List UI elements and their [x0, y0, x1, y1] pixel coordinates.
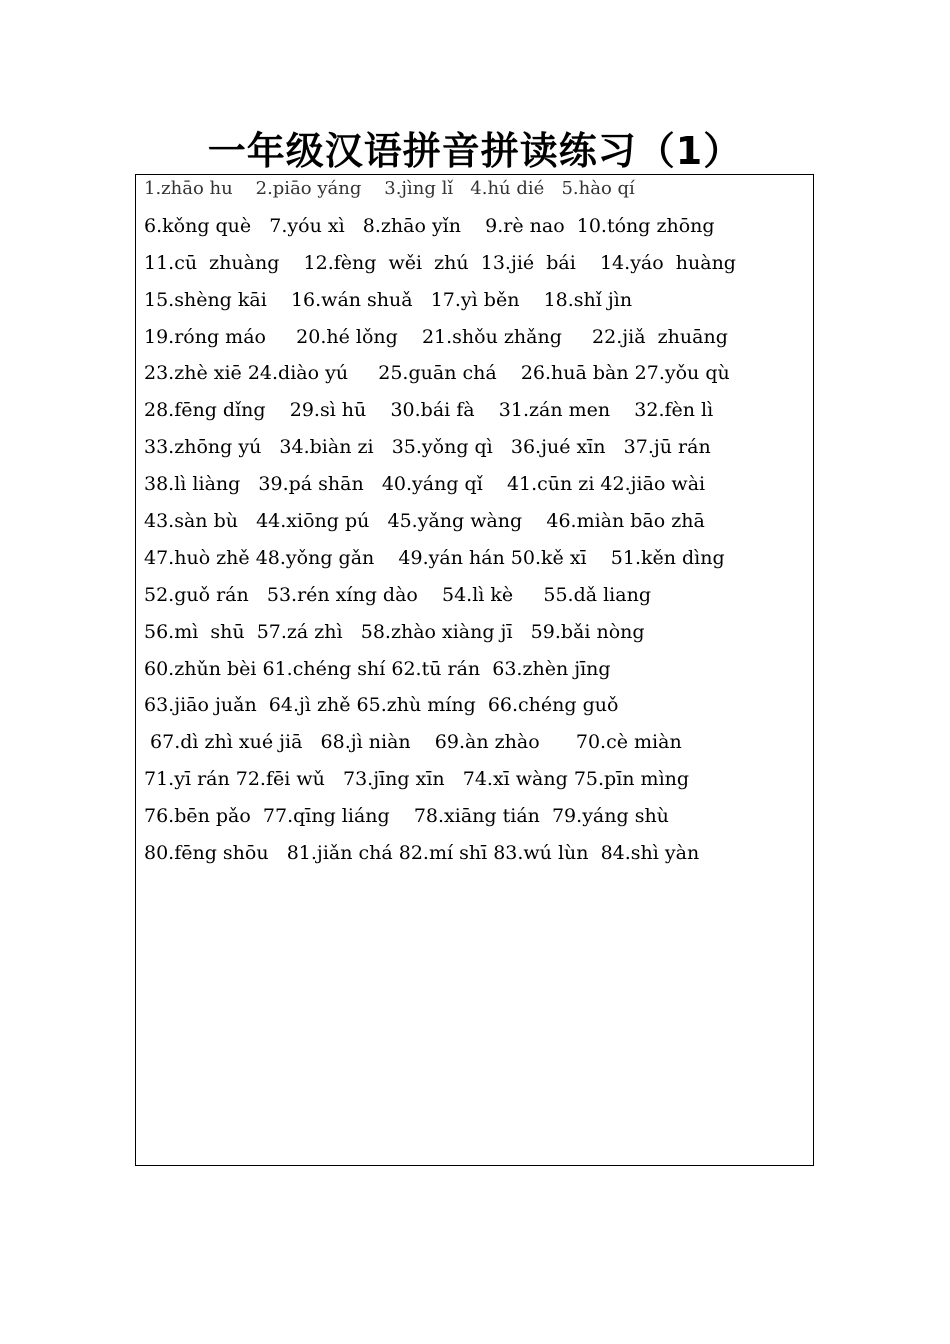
exercise-box — [135, 174, 814, 1166]
exercise-line: 52.guǒ rán 53.rén xíng dào 54.lì kè 55.dǎ liang — [144, 583, 651, 606]
exercise-line: 56.mì shū 57.zá zhì 58.zhào xiàng jī 59.bǎi nòng — [144, 620, 645, 643]
exercise-lines — [144, 175, 808, 876]
exercise-line: 11.cū zhuàng 12.fèng wěi zhú 13.jié bái 14.yáo huàng — [144, 251, 736, 274]
exercise-line: 80.fēng shōu 81.jiǎn chá 82.mí shī 83.wú lùn 84.shì yàn — [144, 842, 700, 865]
exercise-line: 28.fēng dǐng 29.sì hū 30.bái fà 31.zán men 32.fèn lì — [144, 399, 714, 422]
exercise-line: 43.sàn bù 44.xiōng pú 45.yǎng wàng 46.miàn bāo zhā — [144, 510, 705, 533]
exercise-line: 47.huò zhě 48.yǒng gǎn 49.yán hán 50.kě xī 51.kěn dìng — [144, 546, 725, 569]
exercise-line: 23.zhè xiē 24.diào yú 25.guān chá 26.huā bàn 27.yǒu qù — [144, 362, 730, 385]
exercise-line: 60.zhǔn bèi 61.chéng shí 62.tū rán 63.zhèn jīng — [144, 657, 611, 680]
exercise-line: 33.zhōng yú 34.biàn zi 35.yǒng qì 36.jué xīn 37.jū rán — [144, 436, 711, 459]
exercise-line: 19.róng máo 20.hé lǒng 21.shǒu zhǎng 22.jiǎ zhuāng — [144, 325, 728, 348]
exercise-line: 67.dì zhì xué jiā 68.jì niàn 69.àn zhào 70.cè miàn — [144, 731, 682, 754]
exercise-line: 38.lì liàng 39.pá shān 40.yáng qǐ 41.cūn zi 42.jiāo wài — [144, 473, 706, 496]
exercise-line: 71.yī rán 72.fēi wǔ 73.jīng xīn 74.xī wàng 75.pīn mìng — [144, 768, 690, 791]
exercise-line: 15.shèng kāi 16.wán shuǎ 17.yì běn 18.shǐ jìn — [144, 288, 633, 311]
exercise-line: 6.kǒng què 7.yóu xì 8.zhāo yǐn 9.rè nao 10.tóng zhōng — [144, 214, 715, 237]
exercise-line: 76.bēn pǎo 77.qīng liáng 78.xiāng tián 79.yáng shù — [144, 805, 669, 828]
page-title: 一年级汉语拼音拼读练习（1） — [207, 129, 743, 173]
exercise-line: 63.jiāo juǎn 64.jì zhě 65.zhù míng 66.chéng guǒ — [144, 694, 619, 717]
exercise-line: 1.zhāo hu 2.piāo yáng 3.jìng lǐ 4.hú dié 5.hào qí — [144, 178, 635, 199]
